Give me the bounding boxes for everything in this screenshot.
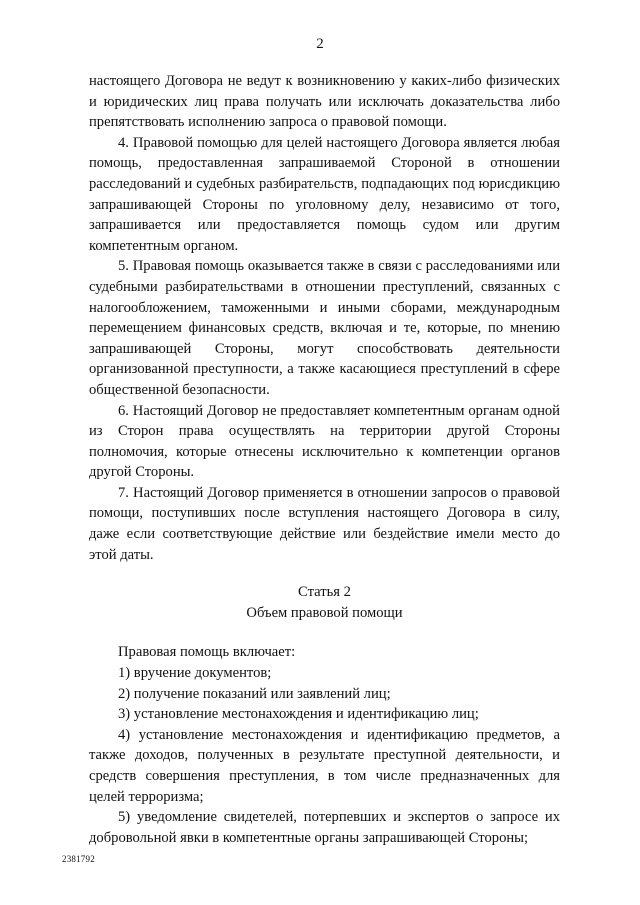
paragraph-continuation: настоящего Договора не ведут к возникновению у каких-либо физических и юридических лиц права получать или исключать доказательства либо препятствовать исполнению запроса о правовой помощи. <box>89 73 560 131</box>
list-item-2: 2) получение показаний или заявлений лиц; <box>118 685 391 702</box>
paragraph-clause-7: 7. Настоящий Договор применяется в отношении запросов о правовой помощи, поступивших после вступления настоящего Договора в силу, даже если соответствующие действие или бездействие имели место до этой даты. <box>89 484 560 563</box>
article-number: Статья 2 <box>298 584 351 601</box>
list-item-4: 4) установление местонахождения и идентификацию предметов, а также доходов, полученных в результате преступной деятельности, и средств совершения преступления, в том числе предназначенных для целей терроризма; <box>89 726 560 805</box>
page-number: 2 <box>316 36 324 52</box>
article-intro: Правовая помощь включает: <box>118 644 296 661</box>
list-item-3: 3) установление местонахождения и идентификацию лиц; <box>118 706 479 723</box>
paragraph-clause-6: 6. Настоящий Договор не предоставляет компетентным органам одной из Сторон права осуществлять на территории другой Стороны полномочия, которые отнесены исключительно к компетенции органов другой Стороны. <box>89 402 560 481</box>
footer-document-code: 2381792 <box>62 854 95 864</box>
list-item-1: 1) вручение документов; <box>118 665 272 682</box>
paragraph-clause-5: 5. Правовая помощь оказывается также в связи с расследованиями или судебными разбирательствами в отношении преступлений, связанных с налогообложением, таможенными и иными сборами, международным перемещением финансовых средств, включая и те, которые, по мнению запрашивающей Стороны, могут способствовать деятельности организованной преступности, а также касающиеся преступлений в сфере общественной безопасности. <box>89 258 560 398</box>
list-item-5: 5) уведомление свидетелей, потерпевших и экспертов о запросе их добровольной явки в компетентные органы запрашивающей Стороны; <box>89 809 560 846</box>
document-body <box>89 71 560 848</box>
paragraph-clause-4: 4. Правовой помощью для целей настоящего Договора является любая помощь, предоставленная запрашиваемой Стороной в отношении расследований и судебных разбирательств, подпадающих под юрисдикцию запрашивающей Стороны по уголовному делу, независимо от того, запрашивается или предоставляется помощь судом или другим компетентным органом. <box>89 134 560 254</box>
article-title: Объем правовой помощи <box>246 604 403 621</box>
article-heading <box>89 582 560 623</box>
